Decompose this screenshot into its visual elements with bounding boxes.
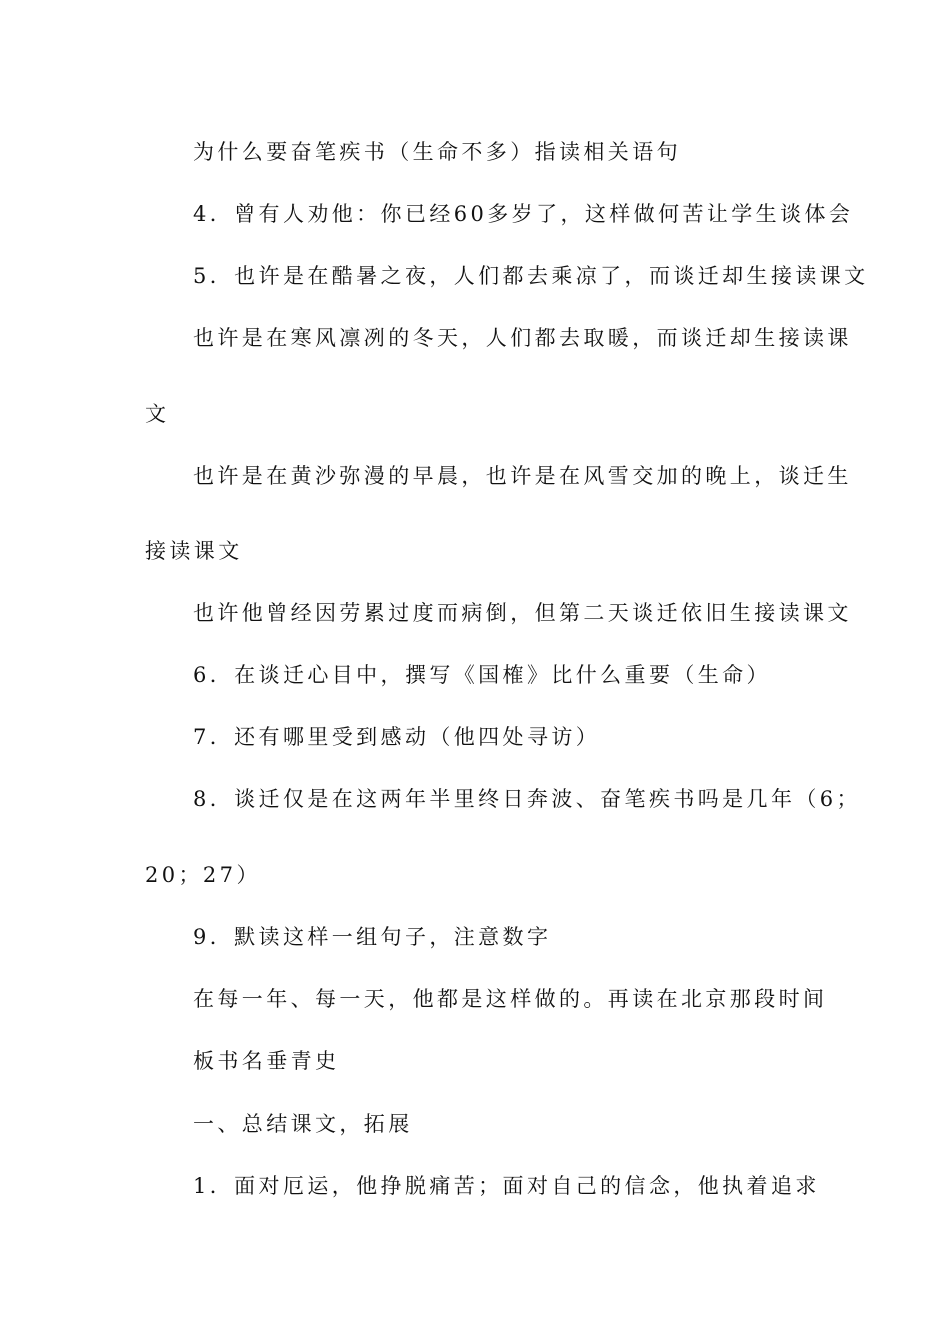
text-line: 为什么要奋笔疾书（生命不多）指读相关语句 xyxy=(193,140,681,164)
text-line: 一、总结课文，拓展 xyxy=(193,1112,413,1136)
text-line: 在每一年、每一天，他都是这样做的。再读在北京那段时间 xyxy=(193,987,828,1011)
text-line: 20；27） xyxy=(145,863,261,887)
text-line: 板书名垂青史 xyxy=(193,1049,340,1073)
text-line: 也许他曾经因劳累过度而病倒，但第二天谈迁依旧生接读课文 xyxy=(193,601,852,625)
text-line: 接读课文 xyxy=(145,539,243,563)
text-line: 9．默读这样一组句子，注意数字 xyxy=(193,925,552,949)
text-line: 文 xyxy=(145,402,170,426)
text-line: 也许是在寒风凛冽的冬天，人们都去取暖，而谈迁却生接读课 xyxy=(193,326,852,350)
text-line: 8．谈迁仅是在这两年半里终日奔波、奋笔疾书吗是几年（6； xyxy=(193,787,861,811)
text-line: 6．在谈迁心目中，撰写《国榷》比什么重要（生命） xyxy=(193,663,771,687)
text-line: 也许是在黄沙弥漫的早晨，也许是在风雪交加的晚上，谈迁生 xyxy=(193,464,852,488)
text-line: 1．面对厄运，他挣脱痛苦；面对自己的信念，他执着追求 xyxy=(193,1174,820,1198)
text-line: 7．还有哪里受到感动（他四处寻访） xyxy=(193,725,601,749)
text-line: 4．曾有人劝他：你已经60多岁了，这样做何苦让学生谈体会 xyxy=(193,202,854,226)
text-line: 5．也许是在酷暑之夜，人们都去乘凉了，而谈迁却生接读课文 xyxy=(193,264,869,288)
